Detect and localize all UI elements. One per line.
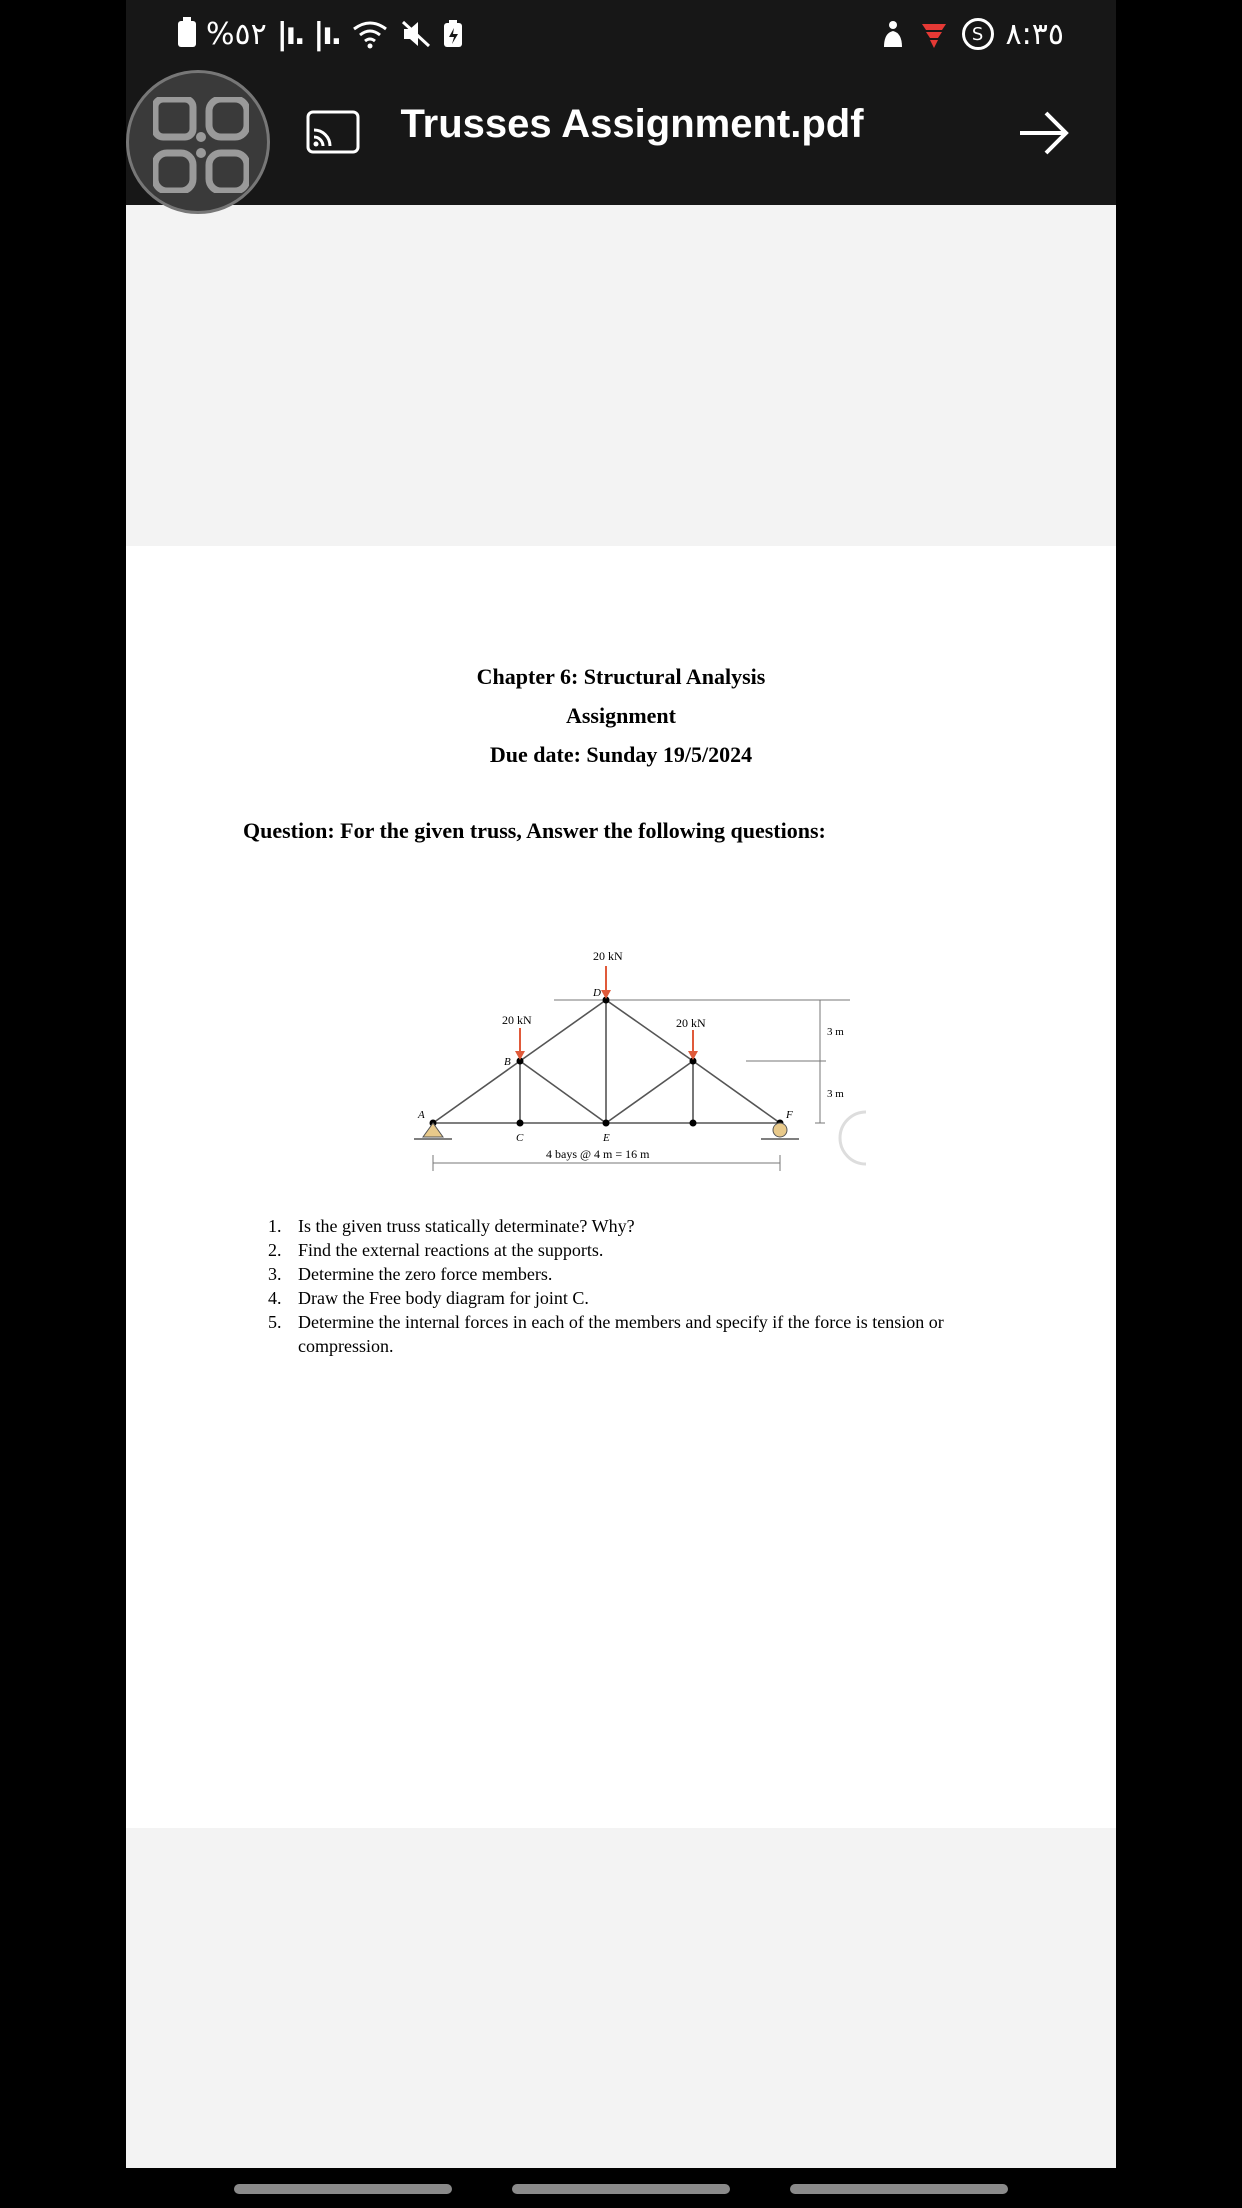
nav-back-bar[interactable] [790,2184,1008,2194]
signal-strength-1: |ı. [276,16,304,52]
node-label-b: B [504,1056,511,1068]
pdf-viewer-screen [126,0,1116,2168]
pin-support-a [414,1123,452,1139]
dimension-upper-label: 3 m [827,1026,844,1038]
list-item: 2. Find the external reactions at the supports. [268,1240,604,1260]
nav-home-bar[interactable] [512,2184,730,2194]
wifi-icon [350,19,390,49]
document-title: Trusses Assignment.pdf [400,102,864,146]
list-item: 1. Is the given truss statically determinate? Why? [268,1216,635,1236]
load-label-right: 20 kN [676,1016,706,1030]
status-bar-right [878,14,1064,54]
battery-saver-icon [442,19,464,49]
assignment-heading: Assignment [565,703,676,728]
load-label-left: 20 kN [502,1013,532,1027]
roller-support-f [761,1123,799,1139]
node-label-d: D [593,987,601,999]
grid-squares-icon [153,97,249,193]
floating-window-button[interactable] [126,70,270,214]
node-label-e: E [603,1132,610,1144]
due-date: Due date: Sunday 19/5/2024 [489,742,753,767]
pdf-page [126,546,1116,1828]
chapter-heading: Chapter 6: Structural Analysis [476,664,766,689]
notification-figure-icon [878,19,906,49]
load-label-top: 20 kN [593,949,623,963]
signal-strength-2: |ı. [313,16,341,52]
forward-arrow-icon[interactable] [1016,108,1072,158]
list-item: 4. Draw the Free body diagram for joint C. [268,1288,589,1308]
node-label-a: A [418,1109,425,1121]
nav-recents-bar[interactable] [234,2184,452,2194]
clock-time: ٨:٣٥ [1005,16,1064,52]
battery-icon [178,21,196,47]
truss-figure [406,930,866,1175]
s-badge-icon: S [962,18,994,50]
question-list [268,1214,1008,1358]
question-text: Question: For the given truss, Answer the following questions: [243,818,826,843]
dimension-lower-label: 3 m [827,1088,844,1100]
cast-icon[interactable] [306,110,360,154]
top-toolbar [126,0,1116,205]
list-item: 3. Determine the zero force members. [268,1264,553,1284]
node-label-f: F [786,1109,793,1121]
mute-icon [400,19,432,49]
truss-members [433,1000,780,1123]
app-flame-icon [918,18,950,50]
list-item: 5. Determine the internal forces in each of the members and specify if the force is tension or compression. [268,1312,944,1356]
status-bar-left [178,14,464,54]
span-label: 4 bays @ 4 m = 16 m [546,1147,650,1161]
scroll-handle[interactable] [840,1112,866,1164]
node-label-c: C [516,1132,524,1144]
battery-level: %٥٢ [206,16,267,52]
